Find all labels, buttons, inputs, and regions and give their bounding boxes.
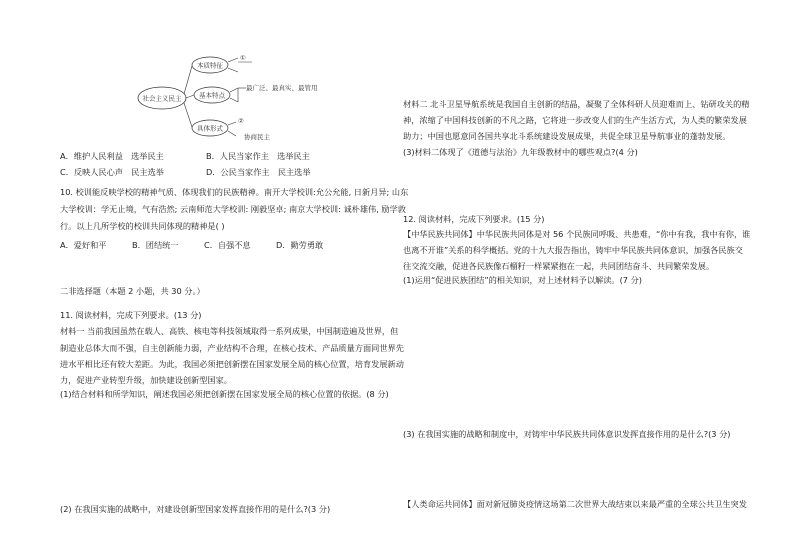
q10-option-c: C．自强不息 — [204, 240, 251, 250]
q11-material1-line-2: 制造业总体大而不强，自主创新能力弱，产业结构不合理，在核心技术、产品质量方面同世界先 — [60, 343, 404, 353]
q11-material1-line-4: 力，促进产业转型升级，加快建设创新型国家。 — [60, 375, 232, 385]
diagram-blank-1: ① — [240, 54, 246, 62]
diagram-center-label: 社会主义民主 — [142, 94, 182, 103]
q12-community-line: 【人类命运共同体】面对新冠肺炎疫情这场第二次世界大战结束以来最严重的全球公共卫生突发 — [403, 499, 747, 509]
diagram-feature-text: 最广泛、最真实、最管用 — [246, 84, 318, 92]
q12-title: 12. 阅读材料，完成下列要求。(15 分) — [403, 214, 545, 224]
q12-material-line-1: 【中华民族共同体】中华民族共同体是对 56 个民族同呼吸、共患难，“你中有我，我中有你，谁 — [403, 229, 751, 239]
q11-sub-question-3: (3)材料二体现了《道德与法治》九年级教材中的哪些观点?(4 分) — [403, 147, 638, 157]
q9-option-a: A．维护人民利益 选举民主 — [60, 151, 164, 161]
material2-line-2: 神，浓缩了中国科技创新的不凡之路，它将进一步改变人们的生产生活方式，为人类的繁荣发展 — [403, 115, 747, 125]
section-2-heading: 二非选择题（本题 2 小题，共 30 分。） — [60, 286, 205, 296]
q9-option-c: C．反映人民心声 民主选举 — [60, 167, 164, 177]
q12-sub-question-3: (3) 在我国实施的战略和制度中，对铸牢中华民族共同体意识发挥直接作用的是什么?(3 分) — [403, 429, 731, 439]
q12-sub-question-1: (1)运用“促进民族团结”的相关知识，对上述材料予以解读。(7 分) — [403, 275, 642, 285]
q10-line-3: 行。以上几所学校的校训共同体现的精神是( ) — [60, 221, 225, 231]
q11-material1-line-1: 材料一 当前我国虽然在载人、高铁、核电等科技领域取得一系列成果，中国制造遍及世界，但 — [60, 326, 399, 336]
q11-material1-line-3: 进水平相比还有较大差距。为此，我国必须把创新摆在国家发展全局的核心位置，培育发展新动 — [60, 359, 404, 369]
q10-line-2: 大学校训：学无止境，气有浩然; 云南师范大学校训: 刚毅坚卓; 南京大学校训: 诚朴雄伟, 励学敦 — [60, 204, 406, 214]
q10-line-1: 10. 校训能反映学校的精神气质、体现我们的民族精神。南开大学校训:允公允能, 日新月异; 山东 — [60, 187, 409, 197]
material2-line-1: 材料二 北斗卫星导航系统是我国自主创新的结晶，凝聚了全体科研人员迎难而上、钻研攻关的精 — [403, 99, 750, 109]
q12-material-line-2: 也离不开谁”关系的科学概括。党的十九大报告指出，铸牢中华民族共同体意识，加强各民族交 — [403, 245, 743, 255]
q10-option-a: A．爱好和平 — [60, 240, 107, 250]
diagram-forms-text: 协商民主 — [244, 133, 270, 141]
q10-option-d: D．勤劳勇敢 — [276, 240, 324, 250]
q10-option-b: B．团结统一 — [132, 240, 179, 250]
svg-text:本质特征: 本质特征 — [197, 61, 223, 70]
q11-sub-question-1: (1)结合材料和所学知识，阐述我国必须把创新摆在国家发展全局的核心位置的依据。(8 分) — [60, 389, 389, 399]
q9-option-b: B．人民当家作主 选举民主 — [206, 151, 310, 161]
q12-material-line-3: 往交流交融，促进各民族像石榴籽一样紧紧抱在一起，共同团结奋斗、共同繁荣发展。 — [403, 261, 715, 271]
q9-option-d: D．公民当家作主 民主选举 — [206, 167, 311, 177]
diagram-blank-2: ② — [238, 117, 244, 125]
material2-line-3: 助力；中国也愿意同各国共享北斗系统建设发展成果，共促全球卫星导航事业的蓬勃发展。 — [403, 131, 731, 141]
svg-text:基本特点: 基本特点 — [199, 91, 225, 100]
svg-text:具体形式: 具体形式 — [197, 124, 223, 133]
q11-title: 11. 阅读材料，完成下列要求。(13 分) — [60, 310, 202, 320]
concept-diagram — [120, 48, 320, 158]
q11-sub-question-2: (2) 在我国实施的战略中，对建设创新型国家发挥直接作用的是什么?(3 分) — [60, 504, 331, 514]
